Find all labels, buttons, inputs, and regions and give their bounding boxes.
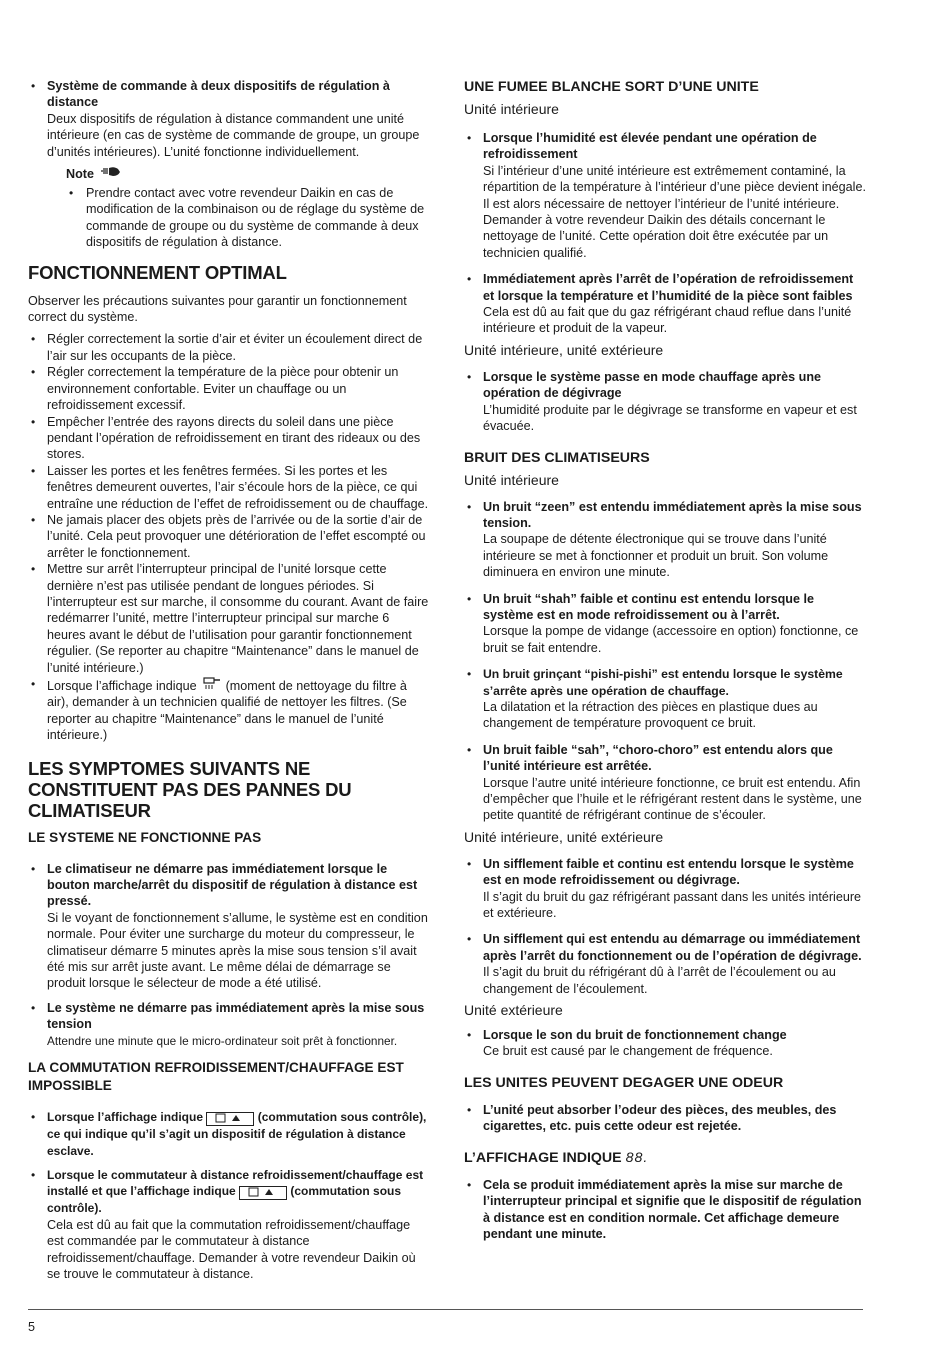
noise-item: • Un sifflement qui est entendu au démarrage ou immédiatement après l’arrêt du fonctionnement ou de l’opération de dégivrage. Il s’agit du bruit du réfrigérant dû à l’arrêt de l’écoulement ou au changement de l’écoulement.	[464, 931, 866, 997]
page-number: 5	[28, 1320, 36, 1334]
note-item	[66, 185, 430, 251]
footer-rule	[28, 1309, 863, 1310]
unit-both-label: Unité intérieure, unité extérieure	[464, 341, 664, 358]
smoke-item: • Lorsque l’humidité est élevée pendant une opération de refroidissement Si l’intérieur d’une unité intérieure est extrêmement contaminé, la répartition de la température à l’intérieur d’une pièce devient inégale. Il est alors nécessaire de nettoyer l’intérieur de l’unité intérieure. Demander à votre revendeur Daikin des détails concernant le nettoyage de l’unité. Cette opération doit être exécutée par un technicien qualifié.	[464, 130, 866, 261]
symptoms-heading: LES SYMPTOMES SUIVANTS NE CONSTITUENT PAS DES PANNES DU CLIMATISEUR	[28, 757, 352, 821]
optimal-item: • Ne jamais placer des objets près de l’arrivée ou de la sortie d’air de l’unité. Cela peut provoquer une détérioration de l’effet escompté ou arrêter le fonctionnement.	[28, 512, 430, 561]
noise-item: • Un bruit grinçant “pishi-pishi” est entendu lorsque le système s’arrête après une opération de chauffage. La dilatation et la rétraction des pièces en plastique dues au changement de température provoquent ce bruit.	[464, 666, 866, 732]
optimal-intro: Observer les précautions suivantes pour garantir un fonctionnement correct du système.	[28, 293, 407, 325]
odour-heading: LES UNITES PEUVENT DEGAGER UNE ODEUR	[464, 1074, 784, 1091]
optimal-heading: FONCTIONNEMENT OPTIMAL	[28, 261, 287, 283]
symptom-item: • Le climatiseur ne démarre pas immédiatement lorsque le bouton marche/arrêt du dispositif de régulation à distance est pressé. Si le voyant de fonctionnement s’allume, le système est en condition normale. Pour éviter une surcharge du moteur du compresseur, le climatiseur démarre 5 minutes après la mise sous tension s’il avait été mis sur arrêt juste avant. Le même délai de démarrage se produit lorsque le sélecteur de mode a été utilisé.	[28, 861, 430, 992]
changeover-heading: LA COMMUTATION REFROIDISSEMENT/CHAUFFAGE EST IMPOSSIBLE	[28, 1060, 404, 1094]
two-remote-body: Deux dispositifs de régulation à distance commandent une unité intérieure (en cas de système de commande de groupe, un groupe d’unités intérieures). L’unité fonctionne individuellement.	[47, 111, 420, 159]
smoke-heading: UNE FUMEE BLANCHE SORT D’UNE UNITE	[464, 79, 759, 95]
two-remote-title: • Système de commande à deux dispositifs de régulation à distance	[47, 79, 390, 110]
optimal-item: • Laisser les portes et les fenêtres fermées. Si les portes et les fenêtres demeurent ouvertes, l’air s’écoule hors de la pièce, ce qui entraîne une réduction de l’effet de refroidissement ou de chauffage.	[28, 463, 430, 512]
unit-both-label: Unité intérieure, unité extérieure	[464, 828, 664, 845]
optimal-item: • Régler correctement la sortie d’air et éviter un écoulement direct de l’air sur les occupants de la pièce.	[28, 331, 430, 364]
noise-item: • Un bruit “shah” faible et continu est entendu lorsque le système est en mode refroidissement ou à l’arrêt. Lorsque la pompe de vidange (accessoire en option) fonctionne, ce bruit se fait entendre.	[464, 591, 866, 657]
unit-indoor-label: Unité intérieure	[464, 471, 559, 488]
note-label: Note	[66, 166, 94, 181]
display-item: • Cela se produit immédiatement après la mise sur marche de l’interrupteur principal et signifie que le dispositif de régulation à distance est en condition normale. Cet affichage demeure pendant une minute.	[464, 1177, 866, 1243]
left-column	[28, 78, 430, 1282]
note-block	[66, 166, 430, 251]
filter-item-after: (moment de nettoyage du filtre à air), demander à un technicien qualifié de nettoyer les filtres. (Se reporter au chapitre “Maintenance” dans le manuel de l’unité intérieure.)	[47, 679, 407, 743]
filter-item-before: Lorsque l’affichage indique	[47, 679, 197, 693]
display-heading: L’AFFICHAGE INDIQUE 88.	[464, 1149, 649, 1166]
two-remote-item	[28, 78, 430, 160]
note-hand-icon	[100, 166, 122, 181]
optimal-item-filter	[28, 676, 430, 744]
right-column	[464, 78, 866, 1242]
smoke-item: • Immédiatement après l’arrêt de l’opération de refroidissement et lorsque la température et l’humidité de la pièce sont faibles Cela est dû au fait que du gaz réfrigérant chaud reflue dans l’unité intérieure et produit de la vapeur.	[464, 271, 866, 337]
smoke-item: • Lorsque le système passe en mode chauffage après une opération de dégivrage L’humidité produite par le dégivrage se transforme en vapeur et est évacuée.	[464, 369, 866, 435]
noise-item: • Un sifflement faible et continu est entendu lorsque le système est en mode refroidissement ou dégivrage. Il s’agit du bruit du gaz réfrigérant passant dans les unités intérieure et extérieure.	[464, 856, 866, 922]
note-text: • Prendre contact avec votre revendeur Daikin en cas de modification de la combinaison ou de réglage du système de commande de groupe ou du système de commande à deux dispositifs de régulation à distance.	[86, 186, 425, 250]
unit-indoor-label: Unité intérieure	[464, 101, 559, 117]
symptom-item: • Le système ne démarre pas immédiatement après la mise sous tension Attendre une minute que le micro-ordinateur soit prêt à fonctionner.	[28, 1000, 430, 1049]
no-operation-heading: LE SYSTEME NE FONCTIONNE PAS	[28, 829, 262, 845]
odour-item: • L’unité peut absorber l’odeur des pièces, des meubles, des cigarettes, etc. puis cette odeur est rejetée.	[464, 1102, 866, 1135]
unit-outdoor-label: Unité extérieure	[464, 1002, 563, 1019]
noise-heading: BRUIT DES CLIMATISEURS	[464, 449, 650, 466]
changeover-item: • Lorsque le commutateur à distance refroidissement/chauffage est installé et que l’affichage indique (commutation sous contrôle). Cela est dû au fait que la commutation refroidissement/chauffage est commandée par le commutateur à distance refroidissement/chauffage. Demander à votre revendeur Daikin où se trouve le commutateur à distance.	[28, 1167, 430, 1282]
display-code: 88.	[625, 1149, 649, 1166]
optimal-item: • Régler correctement la température de la pièce pour obtenir un environnement confortable. Eviter un chauffage ou un refroidissement excessif.	[28, 364, 430, 413]
optimal-item: • Empêcher l’entrée des rayons directs du soleil dans une pièce pendant l’opération de refroidissement en tirant des rideaux ou des stores.	[28, 414, 430, 463]
changeover-display-icon	[206, 1112, 254, 1126]
noise-item: • Lorsque le son du bruit de fonctionnement change Ce bruit est causé par le changement de fréquence.	[464, 1027, 866, 1060]
changeover-display-icon	[239, 1186, 287, 1200]
changeover-item: • Lorsque l’affichage indique (commutation sous contrôle), ce qui indique qu’il s’agit un dispositif de régulation à distance esclave.	[28, 1109, 430, 1159]
noise-item: • Un bruit faible “sah”, “choro-choro” est entendu alors que l’unité intérieure est arrêtée. Lorsque l’autre unité intérieure fonctionne, ce bruit est entendu. Afin d’empêcher que l’huile et le réfrigérant restent dans le système, une petite quantité de réfrigérant continue de s’écouler.	[464, 742, 866, 824]
noise-item: • Un bruit “zeen” est entendu immédiatement après la mise sous tension. La soupape de détente électronique qui se trouve dans l’unité intérieure se met à fonctionner et produit un bruit. Son volume diminuera en environ une minute.	[464, 499, 866, 581]
filter-clean-icon	[200, 679, 222, 693]
optimal-item: • Mettre sur arrêt l’interrupteur principal de l’unité lorsque cette dernière n’est pas utilisée pendant de longues périodes. Si l’interrupteur est sur marche, il consomme du courant. Avant de faire redémarrer l’unité, mettre l’interrupteur principal sur marche 6 heures avant le début de l’utilisation pour garantir fonctionnement régulier. (Se reporter au chapitre “Maintenance” dans le manuel de l’unité intérieure.)	[28, 561, 430, 676]
